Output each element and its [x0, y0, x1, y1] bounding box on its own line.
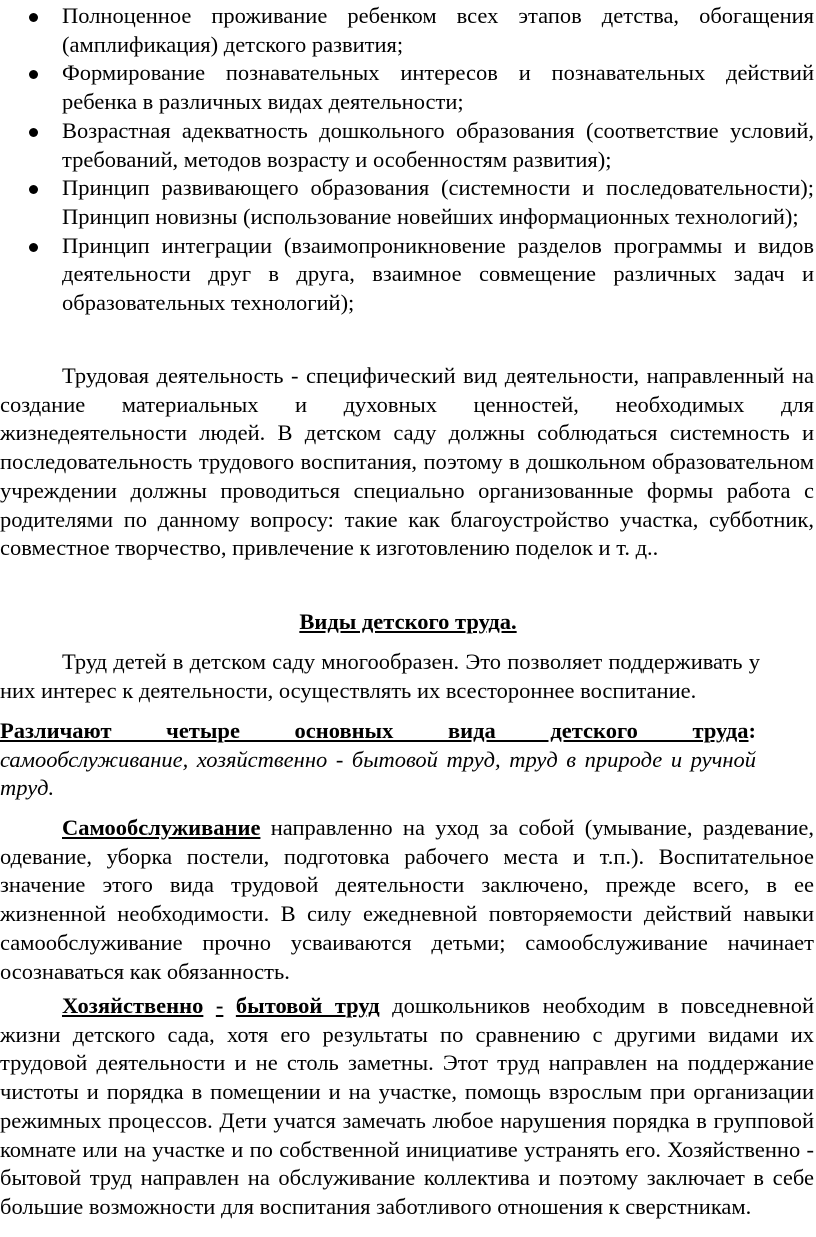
bullet-icon	[29, 13, 38, 22]
bullet-icon	[29, 243, 38, 252]
types-colon: :	[748, 718, 756, 743]
bullet-icon	[29, 128, 38, 137]
household-term-part1: Хозяйственно	[62, 993, 204, 1018]
labor-paragraph: Трудовая деятельность - специфический вид деятельности, направленный на создание материальных и духовных ценностей, необходимых для жизнедеятельности людей. В детском саду должны соблюдаться системность и последовательность трудового воспитания, поэтому в дошкольном образовательном учреждении должны проводиться специально организованные формы работа с родителями по данному вопросу: такие как благоустройство участка, субботник, совместное творчество, привлечение к изготовлению поделок и т. д..	[0, 363, 814, 561]
list-item-text: Формирование познавательных интересов и познавательных действий ребенка в различных видах деятельности;	[62, 60, 814, 115]
list-item-text: Принцип интеграции (взаимопроникновение разделов программы и видов деятельности друг в друга, взаимное совмещение различных задач и образовательных технологий);	[62, 232, 814, 316]
types-lead-line	[0, 717, 756, 746]
household-text: дошкольников необходим в повседневной жизни детского сада, хотя его результаты по сравнению с другими видами их трудовой деятельности и не столь заметны. Этот труд направлен на поддержание чистоты и порядка в помещении и на участке, помощь взрослым при организации режимных процессов. Дети учатся замечать любое нарушения порядка в групповой комнате или на участке и по собственной инициативе устранять его. Хозяйственно - бытовой труд направлен на обслуживание коллектива и поэтому заключает в себе большие возможности для воспитания заботливого отношения к сверстникам.	[0, 993, 815, 1219]
list-item	[0, 2, 814, 59]
list-item	[0, 117, 814, 174]
list-item-text: Полноценное проживание ребенком всех этапов детства, обогащения (амплификация) детского развития;	[62, 3, 814, 57]
list-item	[0, 59, 814, 116]
self-service-term: Самообслуживание	[62, 815, 261, 840]
list-item-text: Возрастная адекватность дошкольного образования (соответствие условий, требований, методов возрасту и особенностям развития);	[62, 117, 814, 172]
list-item	[0, 232, 814, 318]
household-term-dash: -	[215, 993, 224, 1018]
types-paragraph	[0, 717, 756, 803]
list-item	[0, 174, 814, 231]
household-term-part2: бытовой труд	[235, 993, 380, 1018]
bullet-icon	[29, 70, 38, 79]
section-heading: Виды детского труда.	[299, 609, 517, 634]
household-paragraph	[0, 992, 814, 1222]
types-lead: Различают четыре основных вида детского труда	[0, 718, 749, 743]
self-service-paragraph	[0, 814, 814, 986]
list-item-text: Принцип развивающего образования (системности и последовательности); Принцип новизны (использование новейших информационных технологий);	[62, 175, 814, 229]
bullet-icon	[29, 185, 38, 194]
variety-paragraph: Труд детей в детском саду многообразен. Это позволяет поддерживать у них интерес к деятельности, осуществлять их всестороннее воспитание.	[0, 649, 760, 703]
self-service-text: направленно на уход за собой (умывание, раздевание, одевание, уборка постели, подготовка рабочего места и т.п.). Воспитательное значение этого вида трудовой деятельности заключено, прежде всего, в ее жизненной необходимости. В силу ежедневной повторяемости действий навыки самообслуживание прочно усваиваются детьми; самообслуживание начинает осознаваться как обязанность.	[0, 815, 814, 984]
types-list: самообслуживание, хозяйственно - бытовой труд, труд в природе и ручной труд.	[0, 746, 756, 801]
principles-list	[0, 2, 814, 318]
